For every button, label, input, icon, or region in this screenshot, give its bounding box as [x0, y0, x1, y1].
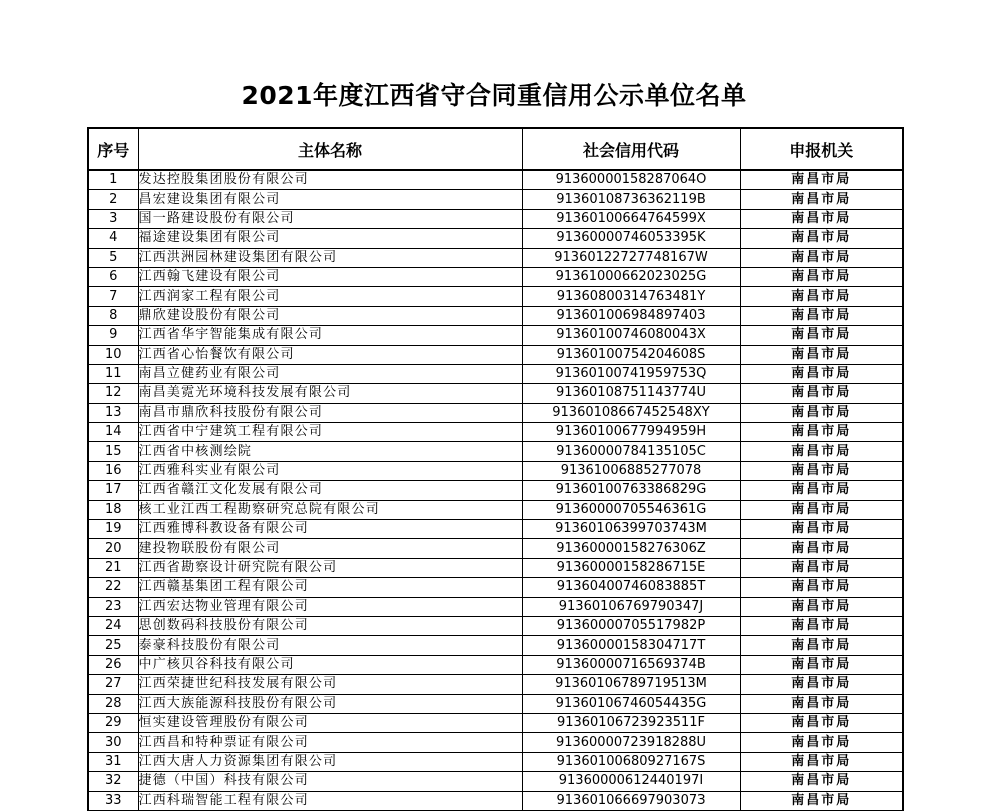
office-cell: 南昌市局 [740, 520, 903, 539]
table-row [88, 539, 903, 558]
credit-code-cell: 91360000158276306Z [522, 539, 740, 558]
company-name-cell: 江西昌和特种票证有限公司 [138, 733, 522, 752]
table-row [88, 791, 903, 810]
credit-code-cell: 91360400746083885T [522, 578, 740, 597]
office-cell: 南昌市局 [740, 306, 903, 325]
office-cell: 南昌市局 [740, 675, 903, 694]
credit-code-cell: 91360100746080043X [522, 326, 740, 345]
company-name-cell: 南昌市鼎欣科技股份有限公司 [138, 403, 522, 422]
office-cell: 南昌市局 [740, 500, 903, 519]
credit-code-cell: 91360000158304717T [522, 636, 740, 655]
credit-code-cell: 91360106789719513M [522, 675, 740, 694]
column-header-office: 申报机关 [740, 128, 903, 170]
company-name-cell: 核工业江西工程勘察研究总院有限公司 [138, 500, 522, 519]
table-row [88, 384, 903, 403]
table-row [88, 578, 903, 597]
credit-code-cell: 91360000158287064O [522, 170, 740, 190]
company-name-cell: 江西翰飞建设有限公司 [138, 267, 522, 286]
page-title: 2021年度江西省守合同重信用公示单位名单 [241, 81, 747, 110]
row-index-cell: 6 [88, 267, 138, 286]
table-row [88, 558, 903, 577]
office-cell: 南昌市局 [740, 558, 903, 577]
table-row [88, 345, 903, 364]
office-cell: 南昌市局 [740, 713, 903, 732]
table-row [88, 423, 903, 442]
company-name-cell: 捷德（中国）科技有限公司 [138, 772, 522, 791]
table-row [88, 364, 903, 383]
credit-code-cell: 91360106746054435G [522, 694, 740, 713]
company-name-cell: 江西大唐人力资源集团有限公司 [138, 752, 522, 771]
credit-code-cell: 91360100698489740З [522, 306, 740, 325]
table-row [88, 461, 903, 480]
row-index-cell: 5 [88, 248, 138, 267]
company-name-cell: 江西省中宁建筑工程有限公司 [138, 423, 522, 442]
company-name-cell: 江西省心怡餐饮有限公司 [138, 345, 522, 364]
credit-code-cell: 91360106669790307З [522, 791, 740, 810]
credit-code-cell: 91360000716569374B [522, 655, 740, 674]
table-row [88, 209, 903, 228]
credit-code-cell: 91360000705546361G [522, 500, 740, 519]
credit-code-cell: 91360100763386829G [522, 481, 740, 500]
row-index-cell: 19 [88, 520, 138, 539]
office-cell: 南昌市局 [740, 423, 903, 442]
office-cell: 南昌市局 [740, 248, 903, 267]
credit-code-cell: 91360108736362119B [522, 190, 740, 209]
office-cell: 南昌市局 [740, 287, 903, 306]
company-name-cell: 鼎欣建设股份有限公司 [138, 306, 522, 325]
row-index-cell: 30 [88, 733, 138, 752]
company-name-cell: 江西洪洲园林建设集团有限公司 [138, 248, 522, 267]
office-cell: 南昌市局 [740, 442, 903, 461]
company-name-cell: 南昌立健药业有限公司 [138, 364, 522, 383]
row-index-cell: 21 [88, 558, 138, 577]
registry-table [87, 127, 904, 811]
office-cell: 南昌市局 [740, 578, 903, 597]
table-row [88, 170, 903, 190]
credit-code-cell: 91360000158286715E [522, 558, 740, 577]
office-cell: 南昌市局 [740, 229, 903, 248]
row-index-cell: 14 [88, 423, 138, 442]
table-row [88, 597, 903, 616]
row-index-cell: 27 [88, 675, 138, 694]
company-name-cell: 江西润家工程有限公司 [138, 287, 522, 306]
office-cell: 南昌市局 [740, 655, 903, 674]
company-name-cell: 昌宏建设集团有限公司 [138, 190, 522, 209]
company-name-cell: 福途建设集团有限公司 [138, 229, 522, 248]
row-index-cell: 2 [88, 190, 138, 209]
office-cell: 南昌市局 [740, 384, 903, 403]
column-header-credit-code: 社会信用代码 [522, 128, 740, 170]
table-row [88, 248, 903, 267]
table-row [88, 713, 903, 732]
column-header-name: 主体名称 [138, 128, 522, 170]
credit-code-cell: 91361000662023025G [522, 267, 740, 286]
column-header-index: 序号 [88, 128, 138, 170]
row-index-cell: 18 [88, 500, 138, 519]
row-index-cell: 1 [88, 170, 138, 190]
company-name-cell: 江西赣基集团工程有限公司 [138, 578, 522, 597]
credit-code-cell: 91360108751143774U [522, 384, 740, 403]
company-name-cell: 发达控股集团股份有限公司 [138, 170, 522, 190]
credit-code-cell: 91360000705517982P [522, 616, 740, 635]
row-index-cell: 31 [88, 752, 138, 771]
office-cell: 南昌市局 [740, 403, 903, 422]
table-row [88, 442, 903, 461]
company-name-cell: 恒实建设管理股份有限公司 [138, 713, 522, 732]
table-header-row [88, 128, 903, 170]
company-name-cell: 江西雅博科教设备有限公司 [138, 520, 522, 539]
row-index-cell: 26 [88, 655, 138, 674]
office-cell: 南昌市局 [740, 345, 903, 364]
table-row [88, 616, 903, 635]
credit-code-cell: 91360106399703743M [522, 520, 740, 539]
credit-code-cell: 91360000784135105C [522, 442, 740, 461]
company-name-cell: 江西省华宇智能集成有限公司 [138, 326, 522, 345]
company-name-cell: 泰豪科技股份有限公司 [138, 636, 522, 655]
credit-code-cell: 91360100741959753Q [522, 364, 740, 383]
table-row [88, 694, 903, 713]
credit-code-cell: 91360100680927167S [522, 752, 740, 771]
credit-code-cell: 91360106723923511F [522, 713, 740, 732]
row-index-cell: 32 [88, 772, 138, 791]
company-name-cell: 国一路建设股份有限公司 [138, 209, 522, 228]
credit-code-cell: 91360108667452548XY [522, 403, 740, 422]
credit-code-cell: 91360100664764599X [522, 209, 740, 228]
office-cell: 南昌市局 [740, 170, 903, 190]
credit-code-cell: 91361006885277078 [522, 461, 740, 480]
office-cell: 南昌市局 [740, 694, 903, 713]
company-name-cell: 江西省赣江文化发展有限公司 [138, 481, 522, 500]
office-cell: 南昌市局 [740, 326, 903, 345]
row-index-cell: 29 [88, 713, 138, 732]
credit-code-cell: 91360800314763481Y [522, 287, 740, 306]
row-index-cell: 7 [88, 287, 138, 306]
office-cell: 南昌市局 [740, 752, 903, 771]
office-cell: 南昌市局 [740, 481, 903, 500]
row-index-cell: 22 [88, 578, 138, 597]
table-row [88, 636, 903, 655]
table-row [88, 772, 903, 791]
row-index-cell: 15 [88, 442, 138, 461]
table-row [88, 306, 903, 325]
row-index-cell: 28 [88, 694, 138, 713]
table-row [88, 229, 903, 248]
office-cell: 南昌市局 [740, 539, 903, 558]
table-row [88, 752, 903, 771]
table-row [88, 190, 903, 209]
office-cell: 南昌市局 [740, 267, 903, 286]
credit-code-cell: 91360100677994959H [522, 423, 740, 442]
office-cell: 南昌市局 [740, 636, 903, 655]
table-row [88, 481, 903, 500]
row-index-cell: 33 [88, 791, 138, 810]
table-row [88, 733, 903, 752]
office-cell: 南昌市局 [740, 791, 903, 810]
row-index-cell: 4 [88, 229, 138, 248]
company-name-cell: 江西宏达物业管理有限公司 [138, 597, 522, 616]
credit-code-cell: 91360100754204608S [522, 345, 740, 364]
company-name-cell: 江西科瑞智能工程有限公司 [138, 791, 522, 810]
row-index-cell: 25 [88, 636, 138, 655]
row-index-cell: 24 [88, 616, 138, 635]
table-row [88, 500, 903, 519]
row-index-cell: 9 [88, 326, 138, 345]
table-row [88, 403, 903, 422]
company-name-cell: 建投物联股份有限公司 [138, 539, 522, 558]
row-index-cell: 12 [88, 384, 138, 403]
row-index-cell: 17 [88, 481, 138, 500]
company-name-cell: 江西荣捷世纪科技发展有限公司 [138, 675, 522, 694]
credit-code-cell: 91360000723918288U [522, 733, 740, 752]
row-index-cell: 8 [88, 306, 138, 325]
office-cell: 南昌市局 [740, 772, 903, 791]
office-cell: 南昌市局 [740, 190, 903, 209]
office-cell: 南昌市局 [740, 364, 903, 383]
table-row [88, 267, 903, 286]
row-index-cell: 3 [88, 209, 138, 228]
table-row [88, 326, 903, 345]
office-cell: 南昌市局 [740, 209, 903, 228]
office-cell: 南昌市局 [740, 616, 903, 635]
company-name-cell: 江西省勘察设计研究院有限公司 [138, 558, 522, 577]
credit-code-cell: 91360122727748167W [522, 248, 740, 267]
credit-code-cell: 91360000612440197I [522, 772, 740, 791]
row-index-cell: 10 [88, 345, 138, 364]
office-cell: 南昌市局 [740, 597, 903, 616]
row-index-cell: 20 [88, 539, 138, 558]
credit-code-cell: 91360106769790347J [522, 597, 740, 616]
company-name-cell: 中广核贝谷科技有限公司 [138, 655, 522, 674]
company-name-cell: 江西雅科实业有限公司 [138, 461, 522, 480]
office-cell: 南昌市局 [740, 733, 903, 752]
row-index-cell: 16 [88, 461, 138, 480]
company-name-cell: 江西省中核测绘院 [138, 442, 522, 461]
row-index-cell: 23 [88, 597, 138, 616]
table-row [88, 655, 903, 674]
row-index-cell: 13 [88, 403, 138, 422]
company-name-cell: 思创数码科技股份有限公司 [138, 616, 522, 635]
credit-code-cell: 91360000746053395K [522, 229, 740, 248]
table-row [88, 520, 903, 539]
row-index-cell: 11 [88, 364, 138, 383]
company-name-cell: 南昌美霓光环境科技发展有限公司 [138, 384, 522, 403]
office-cell: 南昌市局 [740, 461, 903, 480]
table-row [88, 675, 903, 694]
table-row [88, 287, 903, 306]
company-name-cell: 江西大族能源科技股份有限公司 [138, 694, 522, 713]
